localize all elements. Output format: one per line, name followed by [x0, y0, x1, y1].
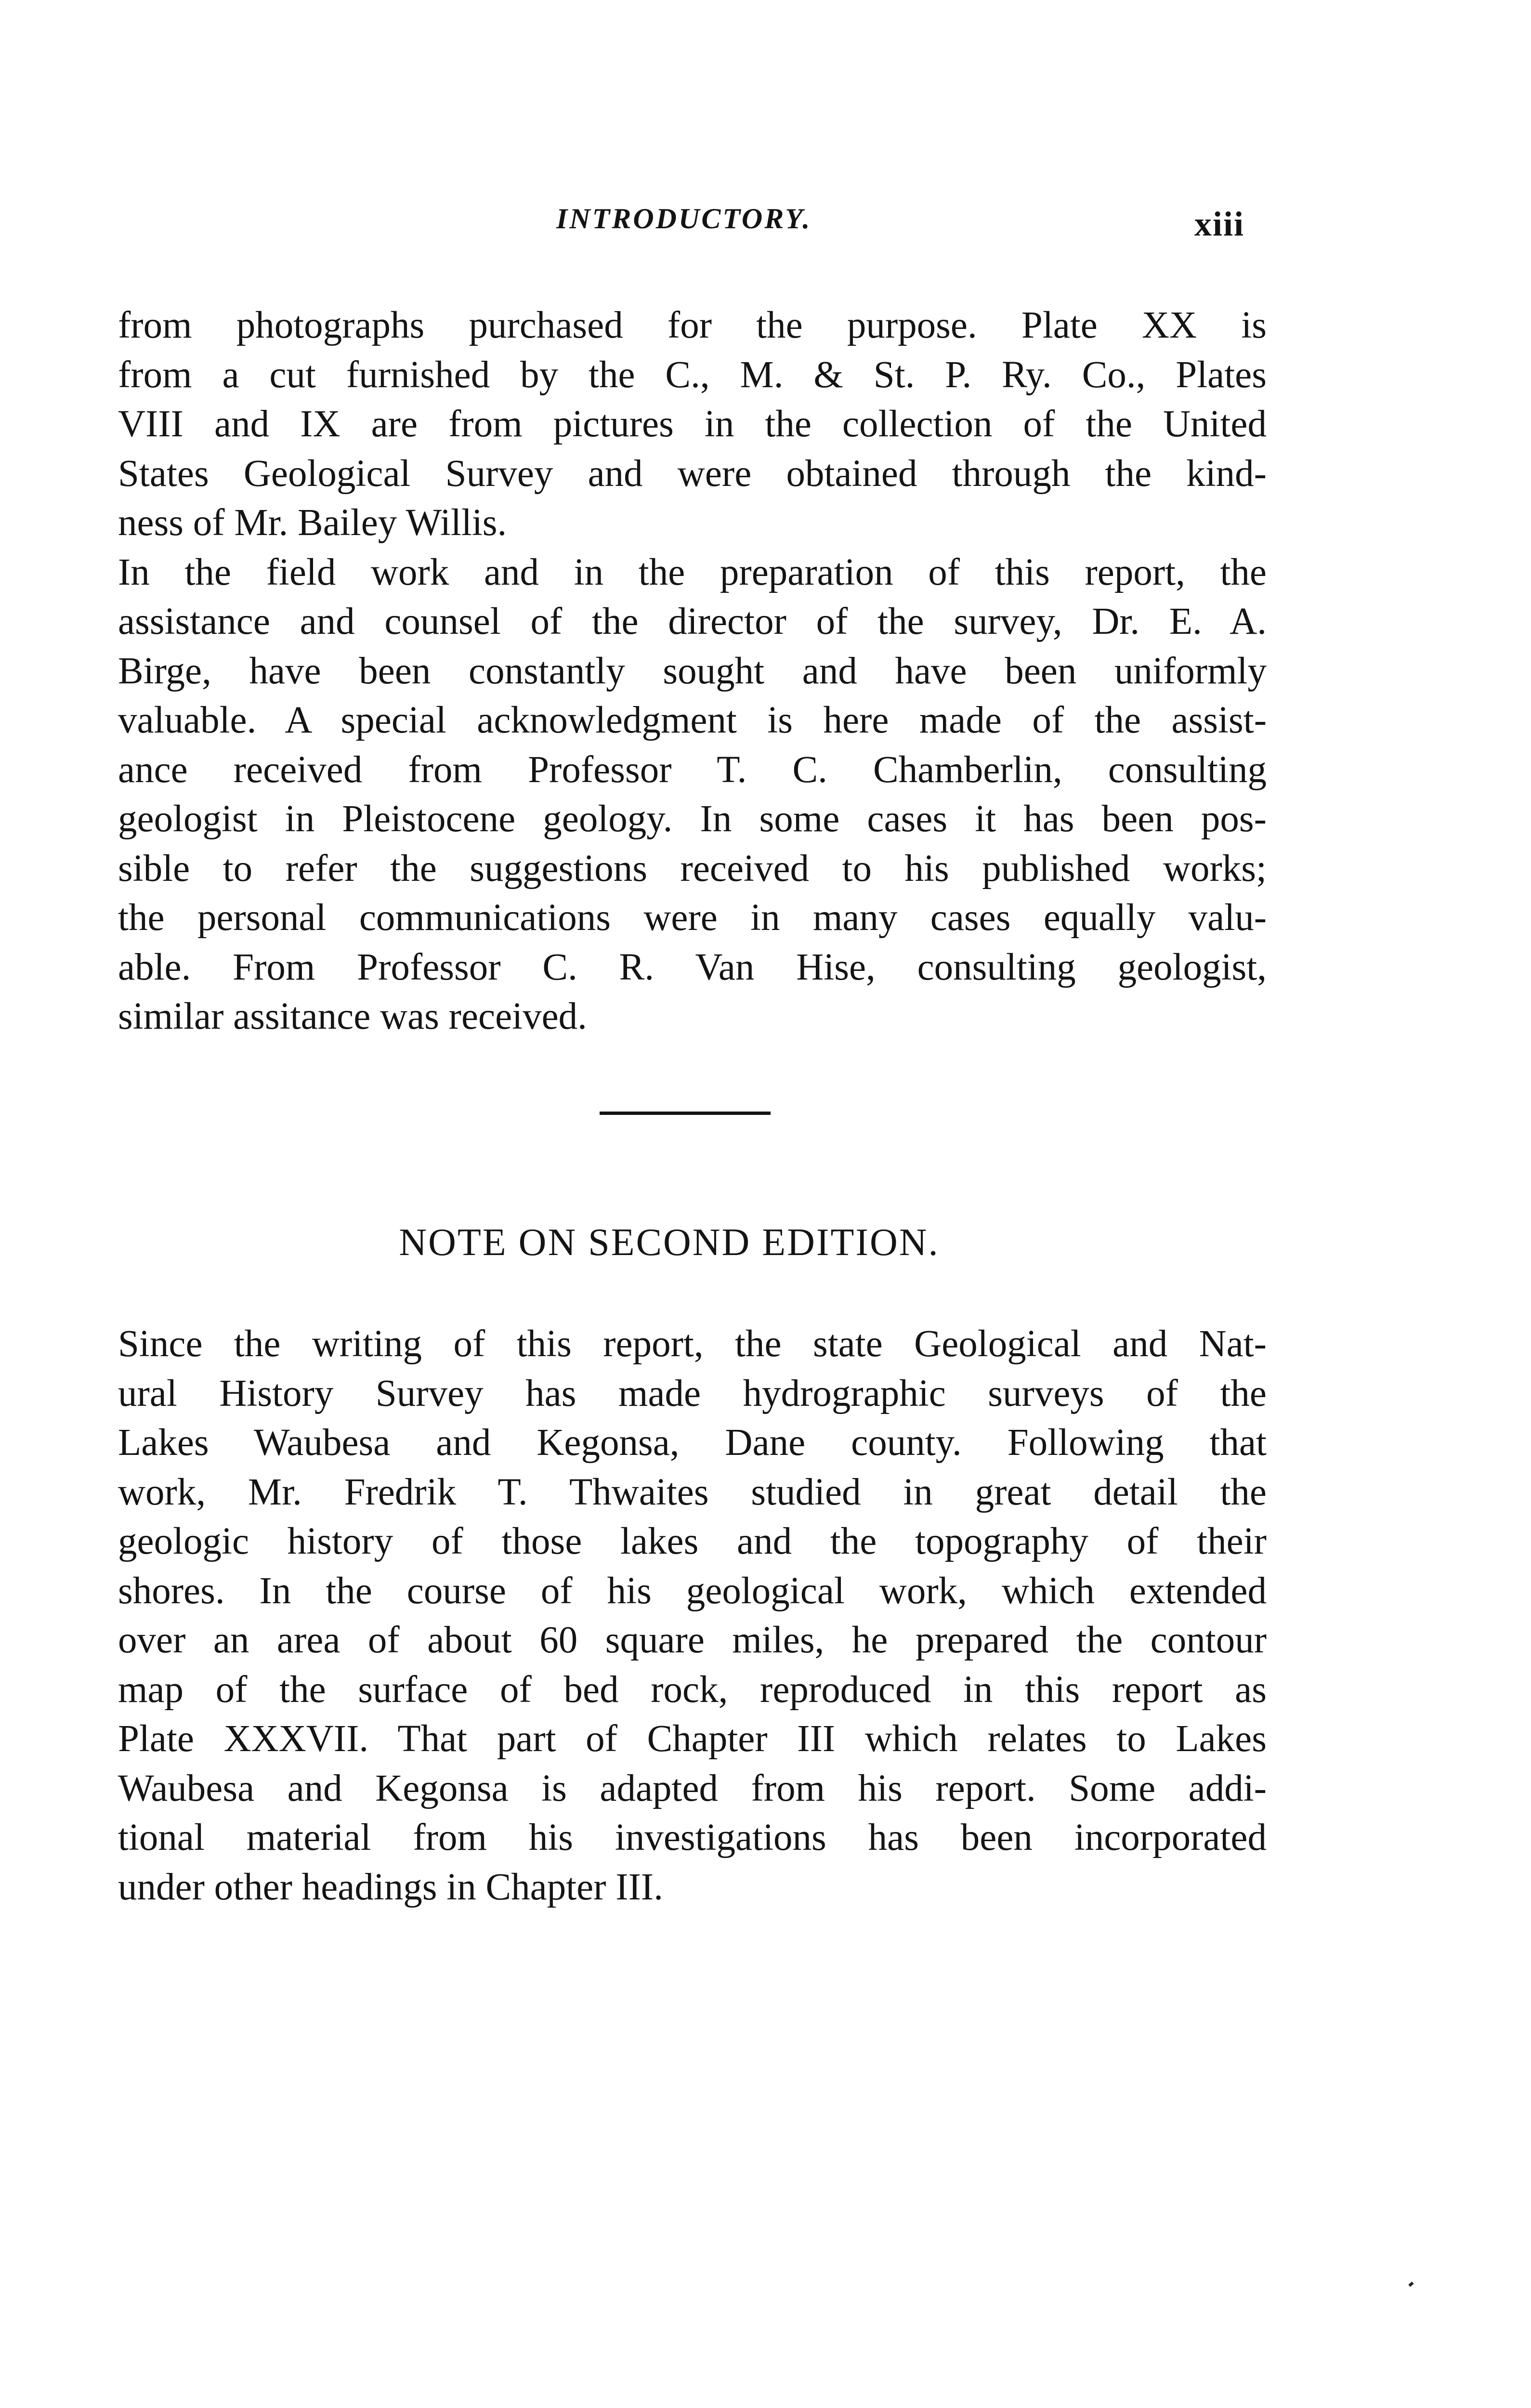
text-line: able. From Professor C. R. Van Hise, consulting geologist,: [118, 946, 1267, 988]
text-line: Since the writing of this report, the state Geological and Nat-: [118, 1323, 1267, 1365]
text-line: over an area of about 60 square miles, he prepared the contour: [118, 1619, 1267, 1661]
ink-speck: [1408, 2281, 1414, 2287]
text-line: work, Mr. Fredrik T. Thwaites studied in great detail the: [118, 1471, 1267, 1513]
text-line: assistance and counsel of the director of the survey, Dr. E. A.: [118, 601, 1267, 642]
text-line: under other headings in Chapter III.: [118, 1866, 663, 1908]
intro-paragraphs: [118, 301, 1267, 1042]
text-line: States Geological Survey and were obtained through the kind-: [118, 452, 1267, 495]
text-line: Plate XXXVII. That part of Chapter III which relates to Lakes: [118, 1718, 1267, 1760]
text-line: Birge, have been constantly sought and have been uniformly: [118, 650, 1267, 692]
text-line: ness of Mr. Bailey Willis.: [118, 502, 507, 544]
text-line: geologic history of those lakes and the topography of their: [118, 1520, 1267, 1562]
running-head: INTRODUCTORY.: [556, 203, 812, 235]
text-line: similar assitance was received.: [118, 995, 587, 1037]
text-line: the personal communications were in many cases equally valu-: [118, 897, 1267, 939]
text-line: tional material from his investigations has been incorporated: [118, 1817, 1267, 1858]
text-line: shores. In the course of his geological work, which extended: [118, 1570, 1267, 1612]
text-line: Waubesa and Kegonsa is adapted from his report. Some addi-: [118, 1767, 1267, 1809]
text-line: ance received from Professor T. C. Chamberlin, consulting: [118, 748, 1267, 791]
text-line: VIII and IX are from pictures in the collection of the United: [118, 403, 1267, 445]
section-heading: NOTE ON SECOND EDITION.: [399, 1221, 940, 1264]
second-edition-note: [118, 1320, 1267, 1912]
text-line: valuable. A special acknowledgment is here made of the assist-: [118, 699, 1267, 741]
text-line: geologist in Pleistocene geology. In some cases it has been pos-: [118, 798, 1267, 840]
text-line: from a cut furnished by the C., M. & St. P. Ry. Co., Plates: [118, 353, 1267, 396]
text-line: In the field work and in the preparation of this report, the: [118, 551, 1267, 593]
text-line: from photographs purchased for the purpose. Plate XX is: [118, 304, 1267, 346]
section-divider: [600, 1112, 771, 1115]
text-line: Lakes Waubesa and Kegonsa, Dane county. Following that: [118, 1422, 1267, 1464]
text-line: map of the surface of bed rock, reproduced in this report as: [118, 1668, 1267, 1711]
page-number: xiii: [1194, 205, 1245, 243]
text-line: ural History Survey has made hydrographic surveys of the: [118, 1372, 1267, 1414]
text-line: sible to refer the suggestions received to his published works;: [118, 847, 1267, 890]
